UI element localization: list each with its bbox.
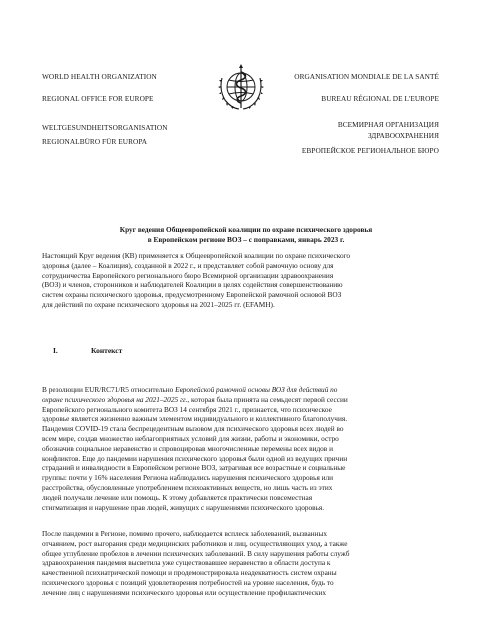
paragraph-line: Пандемия COVID-19 стала беспрецедентным вызовом для психического здоровья всех людей во: [42, 424, 344, 434]
paragraph-line: расстройства, обусловленные употреблением психоактивных веществ, но лишь часть из этих: [42, 482, 333, 492]
context-paragraph-1: [42, 385, 446, 512]
section-number: I.: [53, 346, 58, 355]
paragraph-line: здоровья (далее – Коалиция), созданной в 2022 г., и представляет собой рамочную основу для: [42, 260, 334, 270]
paragraph-line: лечение лиц с нарушениями психического здоровья или осуществление профилактических: [42, 587, 327, 597]
header-office-de: REGIONALBÜRO FÜR EUROPA: [42, 137, 148, 146]
paragraph-line: сотрудничества Европейского регионального бюро Всемирной организации здравоохранения: [42, 270, 334, 280]
paragraph-line: общее углубление пробелов в лечении психических заболеваний. В силу нарушения работы служб: [42, 548, 350, 558]
header-org-en: WORLD HEALTH ORGANIZATION: [42, 72, 157, 81]
paragraph-line: для действий по охране психического здоровья на 2021–2025 гг. (EFAMH).: [42, 299, 275, 309]
framework-title-italic: Европейской рамочной основы ВОЗ для действий по: [175, 385, 338, 394]
paragraph-line: обозначив социальное неравенство и спровоцировав многочисленные перемены всех видов и: [42, 443, 333, 453]
paragraph-line: Европейского регионального комитета ВОЗ 14 сентября 2021 г., признается, что психическое: [42, 404, 332, 414]
paragraph-line: (ВОЗ) и членов, сторонников и наблюдателей Коалиции в целях содействия совершенствованию: [42, 280, 343, 290]
intro-paragraph: [42, 251, 446, 310]
header-office-fr: BUREAU RÉGIONAL DE L'EUROPE: [321, 94, 439, 103]
paragraph-line: [42, 395, 446, 405]
header-org-ru-line2: ЗДРАВООХРАНЕНИЯ: [368, 131, 439, 140]
context-paragraph-2: [42, 529, 446, 598]
paragraph-line: страданий и инвалидности в Европейском регионе ВОЗ, затрагивая все возрастные и социальные: [42, 463, 346, 473]
paragraph-line: людей получали лечение или помощь. К этому добавляется практически повсеместная: [42, 492, 313, 502]
framework-title-italic: охране психического здоровья на 2021–2025 гг.: [42, 394, 188, 404]
paragraph-line: После пандемии в Регионе, помимо прочего, наблюдается всплеск заболеваний, вызванных: [42, 529, 328, 538]
paragraph-text: В резолюции EUR/RC71/R5 относительно: [42, 385, 176, 394]
header-org-de: WELTGESUNDHEITSORGANISATION: [42, 123, 168, 132]
paragraph-line: здоровье является жизненно важным элементом индивидуального и коллективного благополучия.: [42, 414, 348, 424]
header-office-ru: ЕВРОПЕЙСКОЕ РЕГИОНАЛЬНОЕ БЮРО: [301, 146, 439, 155]
paragraph-line: отчаянием, рост выгорания среди медицинских работников и лиц, осуществляющих уход, а также: [42, 538, 348, 548]
section-title: Контекст: [91, 346, 123, 355]
paragraph-line: качественной психиатрической помощи и продемонстрировала неадекватность систем охраны: [42, 568, 337, 578]
paragraph-line: систем охраны психического здоровья, предусмотренному Европейской рамочной основой ВОЗ: [42, 290, 342, 300]
paragraph-line: психического здоровья с позиций удовлетворения потребностей на уровне населения, будь то: [42, 577, 334, 587]
who-emblem-icon: [217, 62, 265, 116]
header-office-en: REGIONAL OFFICE FOR EUROPE: [42, 94, 154, 103]
header-org-fr: ORGANISATION MONDIALE DE LA SANTÉ: [294, 72, 439, 81]
section-heading: [53, 346, 122, 355]
paragraph-line: конфликтов. Еще до пандемии нарушения психического здоровья были одной из ведущих причин: [42, 453, 348, 463]
paragraph-line: стигматизация и нарушение прав людей, живущих с нарушениями психического здоровья.: [42, 502, 325, 512]
paragraph-line: группы: почти у 16% населения Региона наблюдались нарушения психического здоровья или: [42, 473, 334, 483]
header-org-ru-line1: ВСЕМИРНАЯ ОРГАНИЗАЦИЯ: [337, 120, 439, 129]
document-title-line1: Круг ведения Общеевропейской коалиции по охране психического здоровья: [119, 225, 373, 234]
document-title-line2: в Европейском регионе ВОЗ – с поправками, январь 2023 г.: [147, 235, 345, 244]
paragraph-line: [42, 385, 446, 395]
paragraph-line: здравоохранения пандемия высветила уже существовавшее неравенство в области доступа к: [42, 558, 331, 568]
paragraph-text: , которая была принята на семьдесят первой сессии: [187, 394, 348, 404]
document-title: [60, 225, 432, 245]
paragraph-line: всем мире, создав множество неблагоприятных условий для жизни, работы и экономики, остро: [42, 433, 339, 443]
paragraph-line: Настоящий Круг ведения (КВ) применяется к Общеевропейской коалиции по охране психического: [42, 251, 351, 260]
